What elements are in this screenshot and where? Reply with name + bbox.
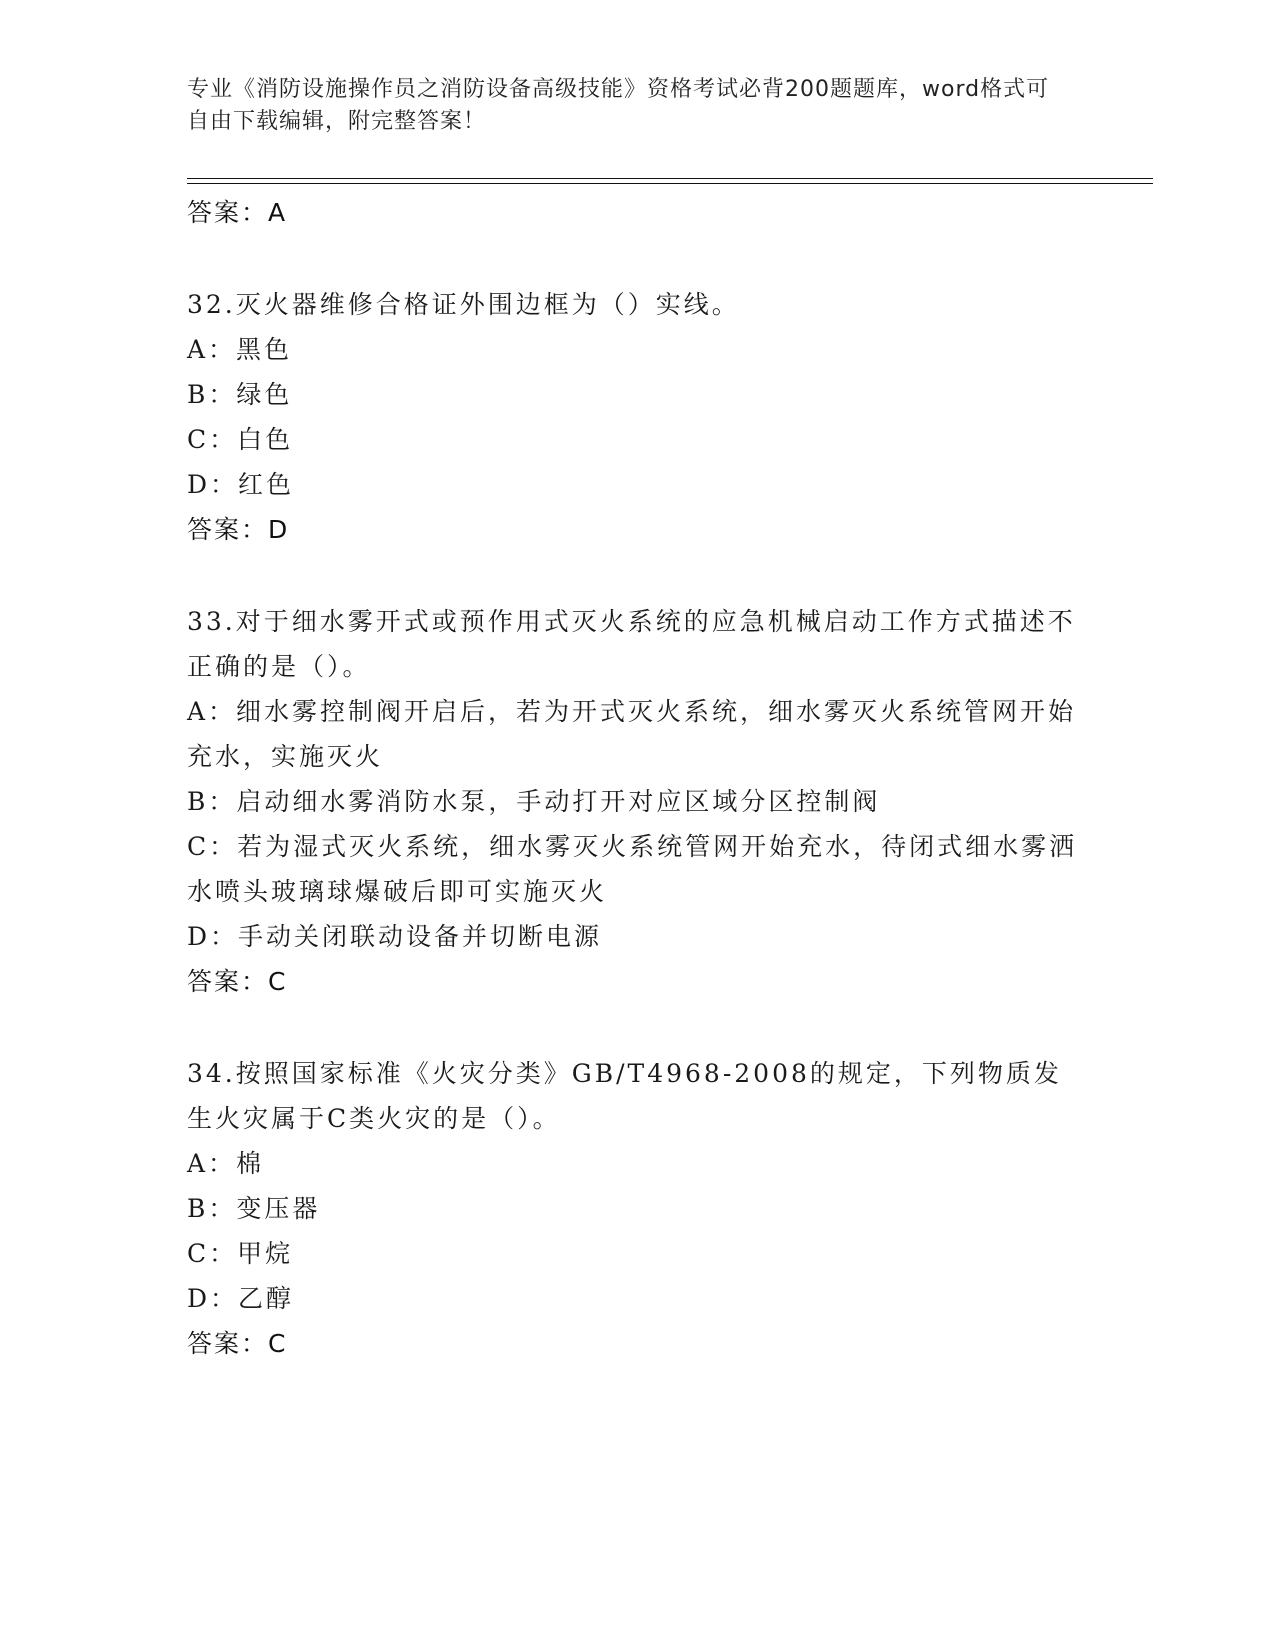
option-c: C：若为湿式灭火系统，细水雾灭火系统管网开始充水，待闭式细水雾洒水喷头玻璃球爆破后即可实施灭火 bbox=[187, 832, 1078, 906]
question-stem: 34.按照国家标准《火灾分类》GB/T4968-2008的规定，下列物质发生火灾属于C类火灾的是（）。 bbox=[187, 1059, 1062, 1133]
answer-line: 答案：A bbox=[187, 198, 288, 227]
option-d: D：红色 bbox=[187, 470, 295, 499]
question-34 bbox=[187, 1051, 1087, 1367]
question-content bbox=[187, 190, 1087, 1367]
answer-line: 答案：C bbox=[187, 967, 288, 996]
option-b: B：启动细水雾消防水泵，手动打开对应区域分区控制阀 bbox=[187, 787, 881, 816]
option-a: A：棉 bbox=[187, 1149, 265, 1178]
question-stem: 32.灭火器维修合格证外围边框为（）实线。 bbox=[187, 290, 740, 319]
option-c: C：白色 bbox=[187, 425, 294, 454]
option-d: D：手动关闭联动设备并切断电源 bbox=[187, 922, 603, 951]
option-b: B：绿色 bbox=[187, 380, 293, 409]
question-33 bbox=[187, 599, 1087, 1005]
option-a: A：黑色 bbox=[187, 335, 293, 364]
option-d: D：乙醇 bbox=[187, 1284, 295, 1313]
page-header-title: 专业《消防设施操作员之消防设备高级技能》资格考试必背200题题库，word格式可自由下载编辑，附完整答案！ bbox=[187, 77, 1050, 134]
option-b: B：变压器 bbox=[187, 1194, 321, 1223]
answer-line: 答案：D bbox=[187, 515, 290, 544]
question-32 bbox=[187, 282, 1087, 553]
option-a: A：细水雾控制阀开启后，若为开式灭火系统，细水雾灭火系统管网开始充水，实施灭火 bbox=[187, 697, 1077, 771]
question-stem: 33.对于细水雾开式或预作用式灭火系统的应急机械启动工作方式描述不正确的是（）。 bbox=[187, 607, 1076, 681]
option-c: C：甲烷 bbox=[187, 1239, 294, 1268]
answer-line: 答案：C bbox=[187, 1329, 288, 1358]
header-divider bbox=[187, 178, 1153, 184]
